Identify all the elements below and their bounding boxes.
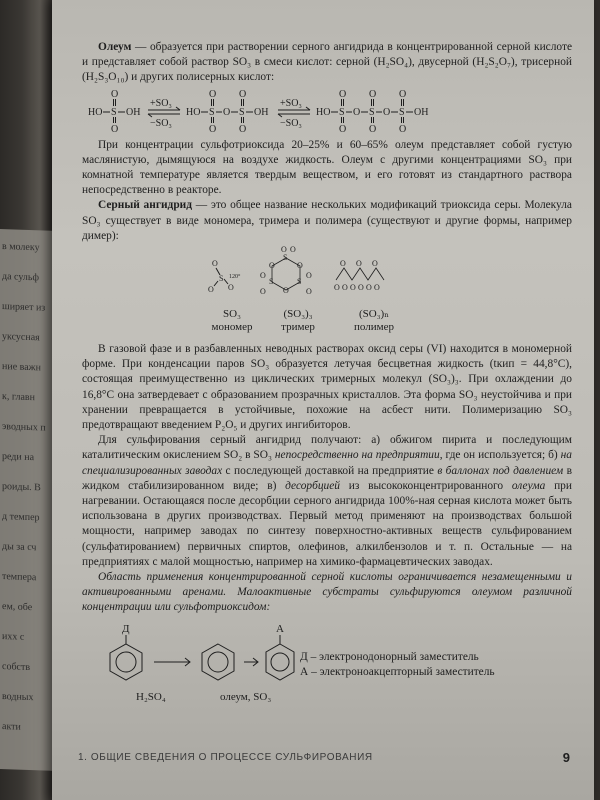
arene-sulfonation-scheme: [82, 620, 572, 708]
acceptor-substituent-label: А: [276, 622, 284, 635]
svg-text:O: O: [374, 283, 380, 293]
svg-text:O: O: [399, 88, 407, 100]
page-content: [82, 40, 572, 708]
equilibrium-arrow-2: [278, 98, 310, 129]
svg-text:OH: OH: [414, 106, 429, 118]
oleum-equilibrium-scheme: [82, 88, 572, 134]
legend-donor: Д – электронодонорный заместитель: [300, 650, 479, 663]
methods-text-4: в жидком стабилизированном виде; в): [82, 464, 572, 492]
svg-text:O: O: [350, 283, 356, 293]
svg-text:O: O: [356, 259, 362, 269]
paragraph-anhydride: [82, 198, 572, 244]
reagent-h2so4: H₂SO₄: [136, 690, 166, 703]
svg-text:O: O: [306, 287, 312, 297]
previous-page-text-fragment: эводных п: [2, 421, 46, 434]
so3-monomer-structure: [208, 259, 241, 294]
svg-text:S: S: [239, 106, 245, 118]
svg-text:S: S: [269, 277, 274, 287]
minus-so3-label: −SO₃: [280, 117, 302, 129]
svg-text:O: O: [306, 271, 312, 281]
paragraph-oleum: [82, 40, 572, 86]
svg-text:O: O: [290, 246, 296, 255]
donor-benzene-ring: [110, 623, 142, 680]
previous-page-text-fragment: водных: [2, 691, 34, 704]
svg-text:O: O: [372, 259, 378, 269]
svg-text:O: O: [283, 286, 289, 296]
plus-so3-label: +SO₃: [150, 97, 172, 109]
methods-text-5: из высококонцентрированного: [340, 479, 512, 492]
previous-page-text-fragment: реди на: [2, 451, 35, 464]
methods-text-3: с последующей доставкой на предприятие: [222, 464, 438, 477]
legend-acceptor: А – электроноакцепторный заместитель: [300, 665, 495, 678]
polymer-formula: (SO₃)ₙ: [359, 308, 389, 321]
h2so4-structure: [88, 89, 140, 134]
methods-emphasis-3: в баллонах под давлением: [437, 464, 564, 477]
previous-page-text-fragment: уксусная: [2, 331, 40, 344]
equilibrium-arrow-1: [148, 98, 180, 129]
arrow-2: [244, 658, 258, 666]
previous-page-text-fragment: в молеку: [2, 241, 40, 254]
trimer-caption: [258, 308, 338, 334]
so3-forms-figure: [82, 246, 572, 338]
monomer-formula: SO₃: [223, 308, 241, 321]
svg-text:O: O: [383, 106, 391, 118]
so3-trimer-structure: [260, 246, 312, 296]
polymer-name: полимер: [354, 321, 394, 334]
previous-page-text-fragment: акти: [2, 721, 21, 733]
arrow-1: [154, 658, 190, 666]
book-page: [52, 0, 594, 800]
methods-emphasis-2: на специализированных заводах: [82, 449, 572, 477]
paragraph-application: Область применения концентрированной серной кислоты ограничивается незамещенными и активированными аренами. Малоактивные субстраты сульфируются олеумом различной концентрации или сульфотриоксидом:: [82, 571, 572, 614]
svg-text:OH: OH: [254, 106, 269, 118]
svg-text:O: O: [239, 88, 247, 100]
running-footer-chapter: 1. ОБЩИЕ СВЕДЕНИЯ О ПРОЦЕССЕ СУЛЬФИРОВАНИЯ: [78, 752, 373, 763]
minus-so3-label: −SO₃: [150, 117, 172, 129]
so3-polymer-structure: [334, 259, 384, 292]
svg-text:S: S: [111, 106, 117, 118]
svg-text:O: O: [111, 88, 119, 100]
previous-page-text-fragment: ды за сч: [2, 541, 37, 554]
svg-text:O: O: [399, 123, 407, 134]
anhydride-definition: — это общее название нескольких модификаций триоксида серы. Молекула SO₃ существует в виде мономера, тримера и полимера (существуют и другие формы, например димер):: [82, 199, 572, 242]
plus-so3-label: +SO₃: [280, 97, 302, 109]
previous-page-text-fragment: ширяет из: [2, 301, 46, 314]
paragraph-oleum-density: При концентрации сульфотриоксида 20–25% и 60–65% олеум представляет собой густую маслянистую, дымящуюся на воздухе жидкость. Олеум с другими концентрациями SO₃ при комнатной температуре является твердым веществом, и его готовят из стандартного раствора непосредственно в реакторе.: [82, 138, 572, 197]
svg-text:S: S: [219, 274, 224, 284]
reagent-oleum: олеум, SO₃: [220, 690, 272, 703]
methods-text-2: , где он используется; б): [439, 449, 561, 462]
svg-text:O: O: [340, 259, 346, 269]
methods-emphasis-1: непосредственно на предприятии: [274, 449, 440, 462]
svg-text:HO: HO: [186, 106, 201, 118]
svg-text:O: O: [339, 88, 347, 100]
svg-text:O: O: [111, 123, 119, 134]
svg-text:O: O: [260, 287, 266, 297]
svg-text:O: O: [358, 283, 364, 293]
term-oleum: Олеум: [98, 41, 132, 53]
previous-page-text-fragment: собств: [2, 661, 31, 674]
trimer-name: тример: [281, 321, 315, 334]
oleum-definition: — образуется при растворении серного ангидрида в концентрированной серной кислоте и представляет собой раствор SO₃ в смеси кислот: серной (H₂SO₄), двусерной (H₂S₂O₇), трисерной (H₂S₃O₁₀) и других полисерных кислот:: [82, 41, 572, 84]
previous-page-text-fragment: ихх с: [2, 631, 25, 643]
substituent-legend: [300, 650, 495, 680]
paragraph-gas-phase: В газовой фазе и в разбавленных неводных растворах оксид серы (VI) находится в мономерной форме. При конденсации паров SO₃ образуется летучая бесцветная жидкость (tкип = 44,8°C), состоящая преимущественно из циклических тримерных молекул (SO₃)₃. При охлаждении до 16,8°C она затвердевает с образованием прозрачных кристаллов. Эта форма SO₃ неустойчива и при хранении превращается в устойчивые, похожие на асбест нити. Полимеризацию SO₃ предотвращают введением P₂O₅ и других ингибиторов.: [82, 343, 572, 432]
previous-page-text-fragment: темпера: [2, 571, 37, 584]
svg-text:O: O: [260, 271, 266, 281]
donor-substituent-label: Д: [122, 622, 130, 635]
monomer-name: мономер: [211, 321, 253, 334]
bond-angle-label: 120°: [229, 274, 241, 281]
acceptor-benzene-ring: [266, 623, 294, 680]
page-number: 9: [562, 750, 570, 765]
svg-text:OH: OH: [126, 106, 141, 118]
svg-text:O: O: [281, 246, 287, 255]
svg-text:O: O: [353, 106, 361, 118]
previous-page-text-fragment: роиды. В: [2, 481, 41, 494]
polymer-caption: [334, 308, 414, 334]
methods-emphasis-5: олеума: [511, 479, 546, 492]
term-anhydride: Серный ангидрид: [98, 199, 192, 212]
svg-text:S: S: [283, 253, 288, 263]
methods-emphasis-4: десорбцией: [285, 479, 340, 492]
page-footer: [52, 750, 584, 768]
previous-page-text-fragment: ем, обе: [2, 601, 33, 614]
svg-text:O: O: [269, 261, 275, 271]
previous-page-edge: [0, 229, 58, 771]
svg-text:O: O: [209, 88, 217, 100]
svg-text:O: O: [228, 283, 234, 293]
svg-text:O: O: [339, 123, 347, 134]
svg-text:S: S: [339, 106, 345, 118]
svg-text:O: O: [212, 259, 218, 269]
svg-text:S: S: [209, 106, 215, 118]
svg-text:O: O: [369, 88, 377, 100]
methods-text-1: Для сульфирования серный ангидрид получают: а) обжигом пирита и последующим каталитическим окислением SO₂ в SO₃: [82, 434, 572, 462]
h2s3o10-structure: [316, 89, 428, 134]
previous-page-text-fragment: ние важн: [2, 361, 41, 374]
previous-page-text-fragment: да сульф: [2, 271, 39, 284]
svg-text:O: O: [342, 283, 348, 293]
svg-text:S: S: [369, 106, 375, 118]
svg-text:O: O: [239, 123, 247, 134]
methods-text-6: при нагревании. Остающаяся после десорбции серного ангидрида 100%-ная серная кислота может быть использована в других производствах. Первый метод применяют на производствах большой мощности, например заводах по синтезу поверхностно-активных веществ сульфированием (сульфатированием) первичных спиртов, олефинов, алкилбензолов и т. п. Остальные — на предприятиях с малой мощностью, например на химико-фармацевтических заводах.: [82, 479, 572, 568]
svg-text:O: O: [334, 283, 340, 293]
previous-page-text-fragment: к, главн: [2, 391, 35, 404]
svg-text:HO: HO: [316, 106, 331, 118]
svg-text:O: O: [209, 123, 217, 134]
svg-text:S: S: [399, 106, 405, 118]
svg-text:O: O: [223, 106, 231, 118]
previous-page-text-fragment: д темпер: [2, 511, 40, 524]
svg-text:O: O: [208, 285, 214, 295]
paragraph-sulfonation-methods: [82, 433, 572, 570]
svg-text:O: O: [366, 283, 372, 293]
svg-text:S: S: [297, 277, 302, 287]
svg-text:HO: HO: [88, 106, 103, 118]
benzene-ring-2: [202, 644, 234, 680]
trimer-formula: (SO₃)₃: [283, 308, 313, 321]
svg-text:O: O: [297, 261, 303, 271]
svg-text:O: O: [369, 123, 377, 134]
h2s2o7-structure: [186, 89, 268, 134]
